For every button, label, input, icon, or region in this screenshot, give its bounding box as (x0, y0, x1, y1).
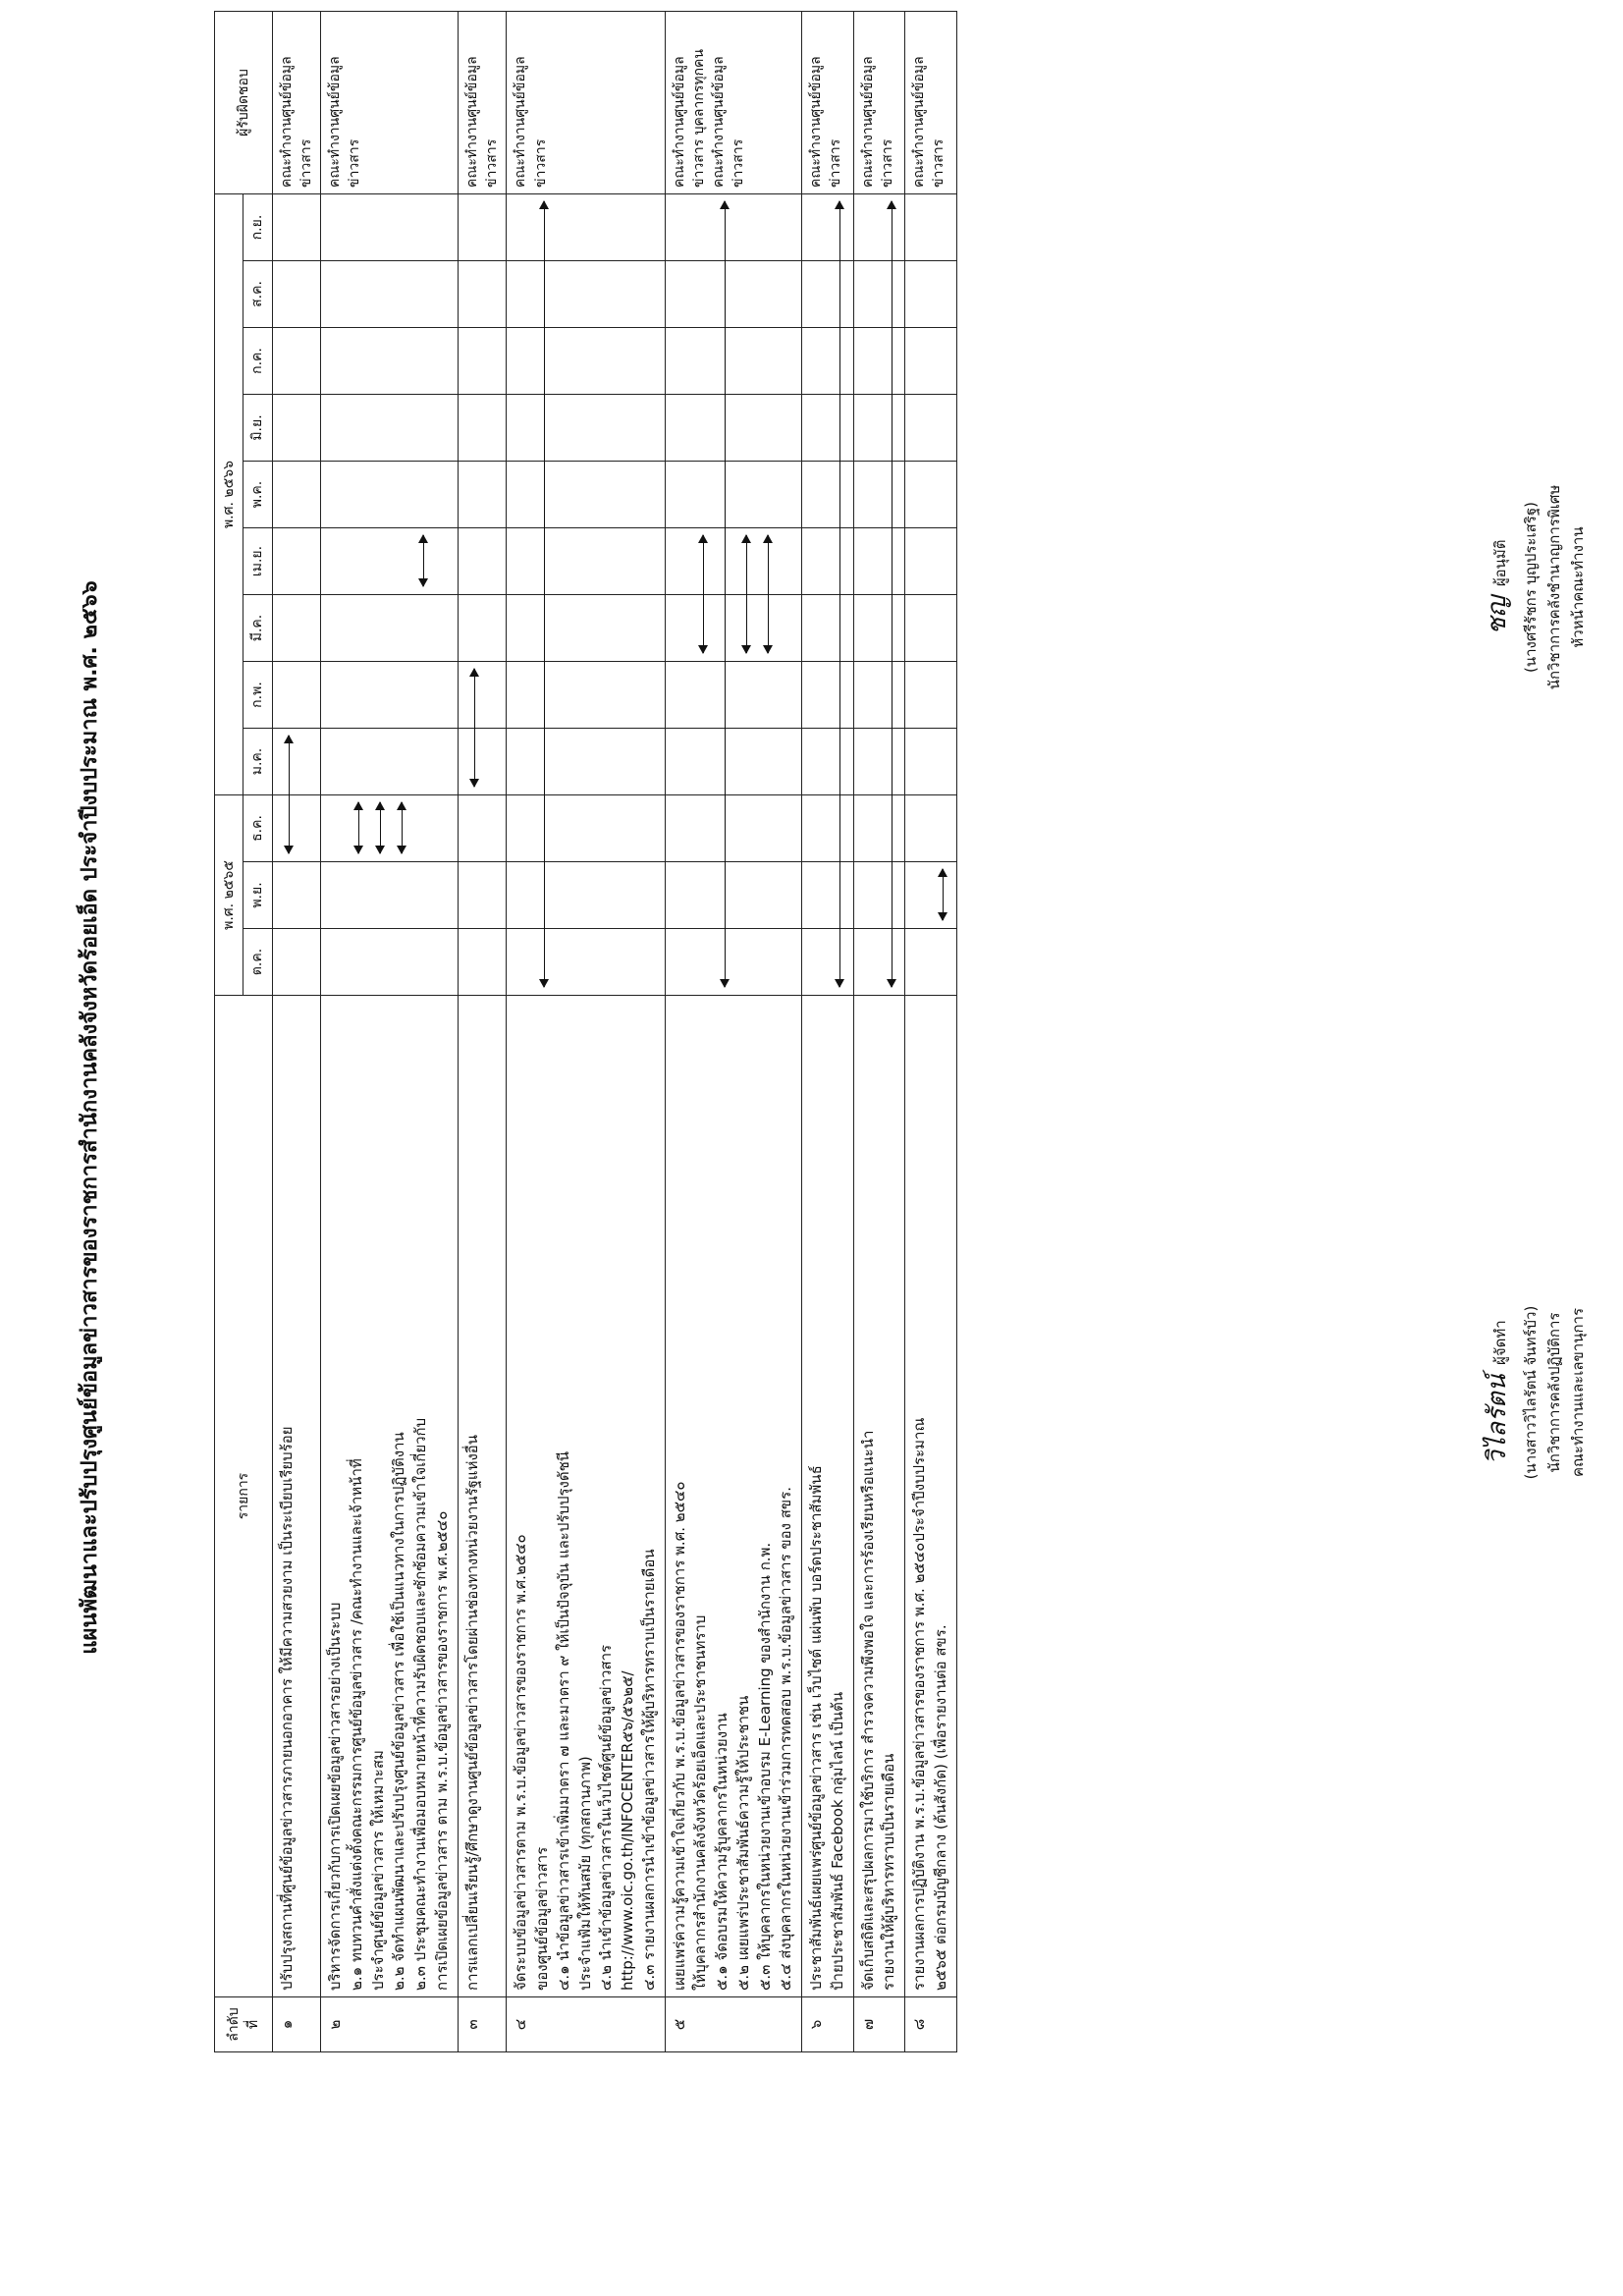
month-cell (458, 528, 507, 595)
month-cell (665, 328, 802, 395)
month-cell (507, 595, 665, 662)
row-responsible: คณะทำงานศูนย์ข้อมูลข่าวสาร (802, 12, 854, 194)
page-title: แผนพัฒนาและปรับปรุงศูนย์ข้อมูลข่าวสารของราชการสำนักงานคลังจังหวัดร้อยเอ็ด ประจำปีงบประมาณ พ.ศ. ๒๕๖๖ (78, 580, 102, 1655)
item-line: ปรับปรุงสถานที่ศูนย์ข้อมูลข่าวสารภายนอกอาคาร ให้มีความสวยงาม เป็นระเบียบเรียบร้อย (277, 1426, 296, 1991)
item-line: บริหารจัดการเกี่ยวกับการเปิดเผยข้อมูลข่าวสารอย่างเป็นระบบ (326, 1602, 345, 1991)
item-line: ของศูนย์ข้อมูลข่าวสาร (533, 1846, 552, 1991)
row-items (272, 996, 321, 1997)
month-cell (665, 528, 802, 595)
item-line: ประจำศูนย์ข้อมูลข่าวสาร ให้เหมาะสม (368, 1750, 387, 1991)
month-cell (272, 528, 321, 595)
row-number: ๓ (458, 1997, 507, 2052)
month-cell (665, 462, 802, 528)
month-cell (802, 528, 854, 595)
signature-group: หัวหน้าคณะทำงาน (1568, 526, 1587, 648)
month-cell (905, 528, 957, 595)
month-cell (458, 261, 507, 328)
month-cell (458, 929, 507, 996)
month-cell (272, 328, 321, 395)
table-row (853, 12, 905, 2052)
month-cell (905, 662, 957, 729)
month-cell (321, 595, 459, 662)
row-items (507, 996, 665, 1997)
month-cell (802, 795, 854, 862)
item-line: ๕.๔ ส่งบุคลากรในหน่วยงานเข้าร่วมการทดสอบ พ.ร.บ.ข้อมูลข่าวสาร ของ สขร. (777, 1487, 795, 1991)
row-responsible: คณะทำงานศูนย์ข้อมูลข่าวสาร (507, 12, 665, 194)
month-cell (853, 194, 905, 261)
month-cell (321, 395, 459, 462)
month-cell (802, 462, 854, 528)
month-cell (665, 729, 802, 795)
month-cell (272, 595, 321, 662)
month-cell (665, 194, 802, 261)
month-cell (507, 261, 665, 328)
table-row (507, 12, 665, 2052)
table-row (905, 12, 957, 2052)
month-cell (272, 929, 321, 996)
month-cell (802, 595, 854, 662)
signature-role: ผู้จัดทำ (1491, 1320, 1509, 1365)
row-items (665, 996, 802, 1997)
item-line: ให้บุคลากรสำนักงานคลังจังหวัดร้อยเอ็ดและประชาชนทราบ (691, 1614, 710, 1991)
header-month: ต.ค. (243, 929, 272, 996)
month-cell (507, 194, 665, 261)
row-items (853, 996, 905, 1997)
month-cell (802, 194, 854, 261)
signature-group: คณะทำงานและเลขานุการ (1568, 1307, 1587, 1478)
signature-position: นักวิชาการคลังชำนาญการพิเศษ (1544, 484, 1563, 690)
month-cell (321, 328, 459, 395)
month-cell (458, 595, 507, 662)
signature-position: นักวิชาการคลังปฏิบัติการ (1544, 1312, 1563, 1473)
signature-role: ผู้อนุมัติ (1491, 539, 1509, 587)
row-responsible: คณะทำงานศูนย์ข้อมูลข่าวสาร (905, 12, 957, 194)
row-items (905, 996, 957, 1997)
month-cell (905, 795, 957, 862)
header-year-2566: พ.ศ. ๒๕๖๖ (215, 194, 243, 795)
plan-body (272, 12, 956, 2052)
month-cell (665, 595, 802, 662)
month-cell (272, 729, 321, 795)
row-responsible: คณะทำงานศูนย์ข้อมูลข่าวสาร (321, 12, 459, 194)
row-number: ๕ (665, 1997, 802, 2052)
item-line: ป้ายประชาสัมพันธ์ Facebook กลุ่มไลน์ เป็นต้น (828, 1691, 846, 1991)
month-cell (458, 795, 507, 862)
month-cell (272, 862, 321, 929)
month-cell (853, 328, 905, 395)
month-cell (507, 662, 665, 729)
month-cell (853, 662, 905, 729)
month-cell (665, 929, 802, 996)
item-line: รายงานให้ผู้บริหารทราบเป็นรายเดือน (880, 1753, 898, 1991)
month-cell (853, 929, 905, 996)
month-cell (507, 795, 665, 862)
header-month: ม.ค. (243, 729, 272, 795)
month-cell (905, 462, 957, 528)
month-cell (853, 528, 905, 595)
month-cell (458, 729, 507, 795)
month-cell (458, 462, 507, 528)
item-line: จัดระบบข้อมูลข่าวสารตาม พ.ร.บ.ข้อมูลข่าวสารของราชการ พ.ศ.๒๕๔๐ (512, 1534, 530, 1991)
header-month: ส.ค. (243, 261, 272, 328)
month-cell (802, 929, 854, 996)
month-cell (853, 862, 905, 929)
month-cell (905, 862, 957, 929)
month-cell (321, 862, 459, 929)
signature-name: (นางศรีรัชกร บุญประเสริฐ) (1521, 502, 1540, 673)
item-line: ๔.๓ รายงานผลการนำเข้าข้อมูลข่าวสารให้ผู้บริหารทราบเป็นรายเดือน (639, 1549, 658, 1991)
month-cell (272, 795, 321, 862)
month-cell (853, 261, 905, 328)
row-number: ๑ (272, 1997, 321, 2052)
item-line: ๒.๑ ทบทวนคำสั่งแต่งตั้งคณะกรรมการศูนย์ข้อมูลข่าวสาร /คณะทำงานและเจ้าหน้าที่ (347, 1458, 365, 1991)
item-line: ๔.๒ นำเข้าข้อมูลข่าวสารในเว็บไซต์ศูนย์ข้อมูลข่าวสาร (597, 1644, 616, 1991)
month-cell (905, 328, 957, 395)
month-cell (665, 795, 802, 862)
month-cell (272, 395, 321, 462)
item-line: ประชาสัมพันธ์เผยแพร่ศูนย์ข้อมูลข่าวสาร เช่น เว็บไซต์ แผ่นพับ บอร์ดประชาสัมพันธ์ (807, 1465, 826, 1991)
header-month: เม.ย. (243, 528, 272, 595)
row-responsible: คณะทำงานศูนย์ข้อมูลข่าวสาร (272, 12, 321, 194)
month-cell (458, 662, 507, 729)
item-line: เผยแพร่ความรู้ความเข้าใจเกี่ยวกับ พ.ร.บ.ข้อมูลข่าวสารของราชการ พ.ศ. ๒๕๔๐ (670, 1481, 688, 1991)
month-cell (458, 328, 507, 395)
header-month: พ.ย. (243, 862, 272, 929)
plan-table (214, 11, 957, 2052)
row-number: ๘ (905, 1997, 957, 2052)
month-cell (802, 395, 854, 462)
item-line: http://www.oic.go.th/INFOCENTER๕๖/๕๖๒๕/ (619, 1670, 637, 1991)
header-month: ธ.ค. (243, 795, 272, 862)
item-line: จัดเก็บสถิติและสรุปผลการมาใช้บริการ สำรวจความพึงพอใจ และการร้องเรียนหรือแนะนำ (858, 1430, 877, 1991)
month-cell (905, 929, 957, 996)
month-cell (905, 395, 957, 462)
header-month: ก.ย. (243, 194, 272, 261)
item-line: ประจำแฟ้มให้ทันสมัย (ทุกสถานภาพ) (575, 1756, 594, 1991)
item-line: ๕.๒ เผยแพร่ประชาสัมพันธ์ความรู้ให้ประชาชน (733, 1695, 752, 1991)
month-cell (802, 261, 854, 328)
table-row (665, 12, 802, 2052)
month-cell (507, 929, 665, 996)
month-cell (321, 462, 459, 528)
month-cell (321, 929, 459, 996)
row-number: ๔ (507, 1997, 665, 2052)
signature-approver (1478, 332, 1590, 843)
month-cell (853, 795, 905, 862)
header-month: ก.ค. (243, 328, 272, 395)
month-cell (458, 862, 507, 929)
header-row-1 (215, 12, 243, 2052)
item-line: ๕.๓ ให้บุคลากรในหน่วยงานเข้าอบรม E-Learning ของสำนักงาน ก.พ. (755, 1542, 774, 1991)
month-cell (905, 261, 957, 328)
header-year-2565: พ.ศ. ๒๕๖๕ (215, 795, 243, 996)
month-cell (905, 595, 957, 662)
header-item: รายการ (215, 996, 273, 1997)
month-cell (321, 795, 459, 862)
header-month: มี.ค. (243, 595, 272, 662)
month-cell (458, 194, 507, 261)
item-line: ๔.๑ นำข้อมูลข่าวสารเข้าเพิ่มมาตรา ๗ และมาตรา ๙ ให้เป็นปัจจุบัน และปรับปรุงดัชนี (554, 1450, 572, 1991)
month-cell (665, 662, 802, 729)
item-line: ๒.๒ จัดทำแผนพัฒนาและปรับปรุงศูนย์ข้อมูลข่าวสาร เพื่อใช้เป็นแนวทางในการปฏิบัติงาน (390, 1432, 408, 1991)
month-cell (853, 595, 905, 662)
row-items (321, 996, 459, 1997)
month-cell (507, 395, 665, 462)
signature-name: (นางสาววิไลรัตน์ จันทร์บัว) (1521, 1305, 1540, 1480)
month-cell (665, 395, 802, 462)
month-cell (802, 729, 854, 795)
month-cell (321, 194, 459, 261)
month-cell (272, 261, 321, 328)
month-cell (853, 462, 905, 528)
month-cell (507, 462, 665, 528)
item-line: การเปิดเผยข้อมูลข่าวสาร ตาม พ.ร.บ.ข้อมูลข่าวสารของราชการ พ.ศ.๒๕๔๐ (432, 1510, 451, 1991)
month-cell (272, 462, 321, 528)
row-responsible: คณะทำงานศูนย์ข้อมูลข่าวสาร (458, 12, 507, 194)
month-cell (458, 395, 507, 462)
table-row (321, 12, 459, 2052)
row-number: ๖ (802, 1997, 854, 2052)
item-line: การแลกเปลี่ยนเรียนรู้/ศึกษาดูงานศูนย์ข้อมูลข่าวสารโดยผ่านช่องทางหน่วยงานรัฐแห่งอื่น (462, 1434, 481, 1991)
month-cell (665, 862, 802, 929)
month-cell (853, 729, 905, 795)
row-number: ๗ (853, 1997, 905, 2052)
signature-mark: วิไลรัตน์ (1483, 1374, 1512, 1465)
month-cell (272, 194, 321, 261)
table-row (458, 12, 507, 2052)
item-line: ๒.๓ ประชุมคณะทำงานเพื่อมอบหมายหน้าที่ความรับผิดชอบและซักซ้อมความเข้าใจเกี่ยวกับ (411, 1417, 430, 1991)
month-cell (507, 528, 665, 595)
month-cell (905, 194, 957, 261)
item-line: ๕.๑ จัดอบรมให้ความรู้บุคลากรในหน่วยงาน (713, 1713, 731, 1991)
item-line: ๒๕๖๕ ต่อกรมบัญชีกลาง (ต้นสังกัด) (เพื่อรายงานต่อ สขร. (931, 1624, 949, 1991)
row-items (802, 996, 854, 1997)
header-month: มิ.ย. (243, 395, 272, 462)
item-line: รายงานผลการปฏิบัติงาน พ.ร.บ.ข้อมูลข่าวสารของราชการ พ.ศ. ๒๕๔๐ประจำปีงบประมาณ (910, 1417, 929, 1991)
header-responsible: ผู้รับผิดชอบ (215, 12, 273, 194)
row-responsible: คณะทำงานศูนย์ข้อมูลข่าวสาร บุคลากรทุกคน คณะทำงานศูนย์ข้อมูลข่าวสาร (665, 12, 802, 194)
month-cell (507, 328, 665, 395)
month-cell (665, 261, 802, 328)
month-cell (321, 729, 459, 795)
month-cell (802, 862, 854, 929)
month-cell (853, 395, 905, 462)
month-cell (802, 662, 854, 729)
month-cell (507, 729, 665, 795)
row-responsible: คณะทำงานศูนย์ข้อมูลข่าวสาร (853, 12, 905, 194)
signature-preparer (1478, 1137, 1590, 1648)
month-cell (321, 662, 459, 729)
header-month: ก.พ. (243, 662, 272, 729)
row-number: ๒ (321, 1997, 459, 2052)
table-row (802, 12, 854, 2052)
row-items (458, 996, 507, 1997)
month-cell (272, 662, 321, 729)
month-cell (802, 328, 854, 395)
month-cell (321, 528, 459, 595)
month-cell (905, 729, 957, 795)
month-cell (507, 862, 665, 929)
header-no: ลำดับที่ (215, 1997, 273, 2052)
table-row (272, 12, 321, 2052)
signature-mark: ชญ (1483, 595, 1512, 635)
header-month: พ.ค. (243, 462, 272, 528)
month-cell (321, 261, 459, 328)
